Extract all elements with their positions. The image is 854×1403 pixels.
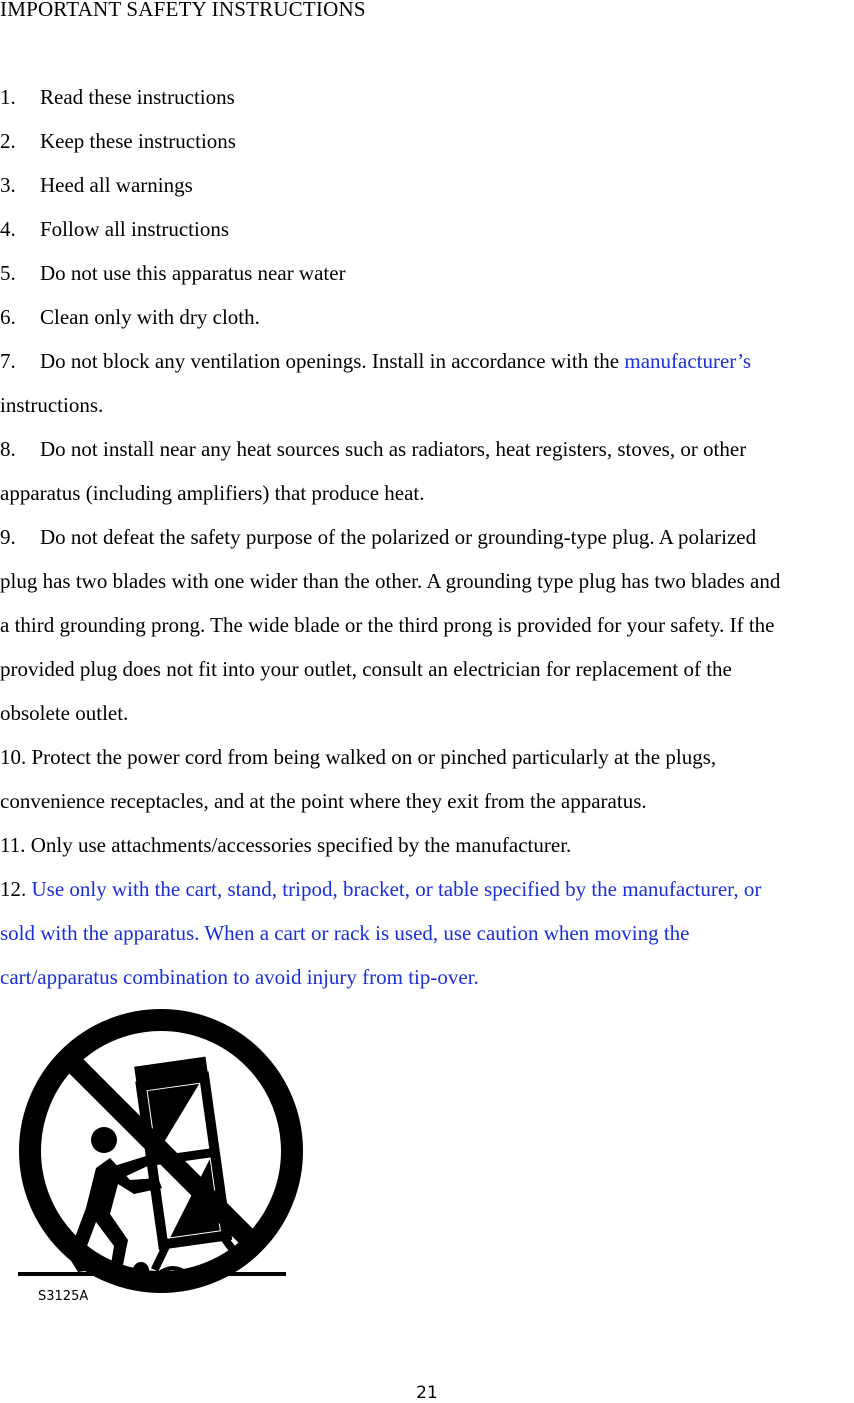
list-item-10 (0, 744, 716, 770)
item-number: 9. (0, 525, 16, 549)
manufacturer-highlight: manufacturer’s (624, 349, 752, 373)
item-text: Heed all warnings (40, 173, 193, 197)
list-item-9-continuation: obsolete outlet. (0, 701, 129, 725)
item-text: Do not use this apparatus near water (40, 261, 346, 285)
item-number: 5. (0, 261, 16, 285)
list-item-12 (0, 876, 761, 902)
list-item-12-continuation: cart/apparatus combination to avoid injury from tip-over. (0, 965, 479, 989)
item-text: Read these instructions (40, 85, 235, 109)
item-number: 1. (0, 85, 16, 109)
item-number: 4. (0, 217, 16, 241)
item-text: Protect the power cord from being walked on or pinched particularly at the plugs, (31, 745, 717, 769)
list-item-7-continuation: instructions. (0, 393, 104, 417)
list-item-12-continuation: sold with the apparatus. When a cart or rack is used, use caution when moving the (0, 921, 690, 945)
list-item-11 (0, 832, 571, 858)
item-text: Do not block any ventilation openings. Install in accordance with the (40, 349, 625, 373)
item-number: 8. (0, 437, 16, 461)
item-number: 10. (0, 745, 27, 769)
item-text: Keep these instructions (40, 129, 236, 153)
list-item-9-continuation: provided plug does not fit into your outlet, consult an electrician for replacement of the (0, 657, 732, 681)
item-text: Only use attachments/accessories specified by the manufacturer. (30, 833, 572, 857)
item-number: 2. (0, 129, 16, 153)
item-text: Do not defeat the safety purpose of the polarized or grounding-type plug. A polarized (40, 525, 757, 549)
list-item-10-continuation: convenience receptacles, and at the point where they exit from the apparatus. (0, 789, 647, 813)
item-text: Clean only with dry cloth. (40, 305, 260, 329)
item-number: 11. (0, 833, 26, 857)
list-item-8 (0, 436, 746, 462)
list-item-9-continuation: a third grounding prong. The wide blade or the third prong is provided for your safety. If the (0, 613, 775, 637)
item-text: Do not install near any heat sources such as radiators, heat registers, stoves, or other (40, 437, 747, 461)
item-text: Use only with the cart, stand, tripod, bracket, or table specified by the manufacturer, or (31, 877, 762, 901)
list-item-1 (0, 84, 235, 110)
list-item-9 (0, 524, 756, 550)
list-item-9-continuation: plug has two blades with one wider than the other. A grounding type plug has two blades and (0, 569, 781, 593)
item-number: 3. (0, 173, 16, 197)
list-item-3 (0, 172, 193, 198)
page-title: IMPORTANT SAFETY INSTRUCTIONS (0, 0, 366, 21)
item-number: 7. (0, 349, 16, 373)
list-item-7 (0, 348, 751, 374)
item-text: Follow all instructions (40, 217, 229, 241)
list-item-6 (0, 304, 260, 330)
list-item-4 (0, 216, 229, 242)
list-item-8-continuation: apparatus (including amplifiers) that produce heat. (0, 481, 425, 505)
cart-tip-over-warning-icon (18, 1008, 308, 1308)
list-item-2 (0, 128, 236, 154)
item-number: 12. (0, 877, 27, 901)
page-number: 21 (416, 1383, 438, 1403)
symbol-code-label: S3125A (38, 1289, 89, 1304)
item-number: 6. (0, 305, 16, 329)
list-item-5 (0, 260, 346, 286)
